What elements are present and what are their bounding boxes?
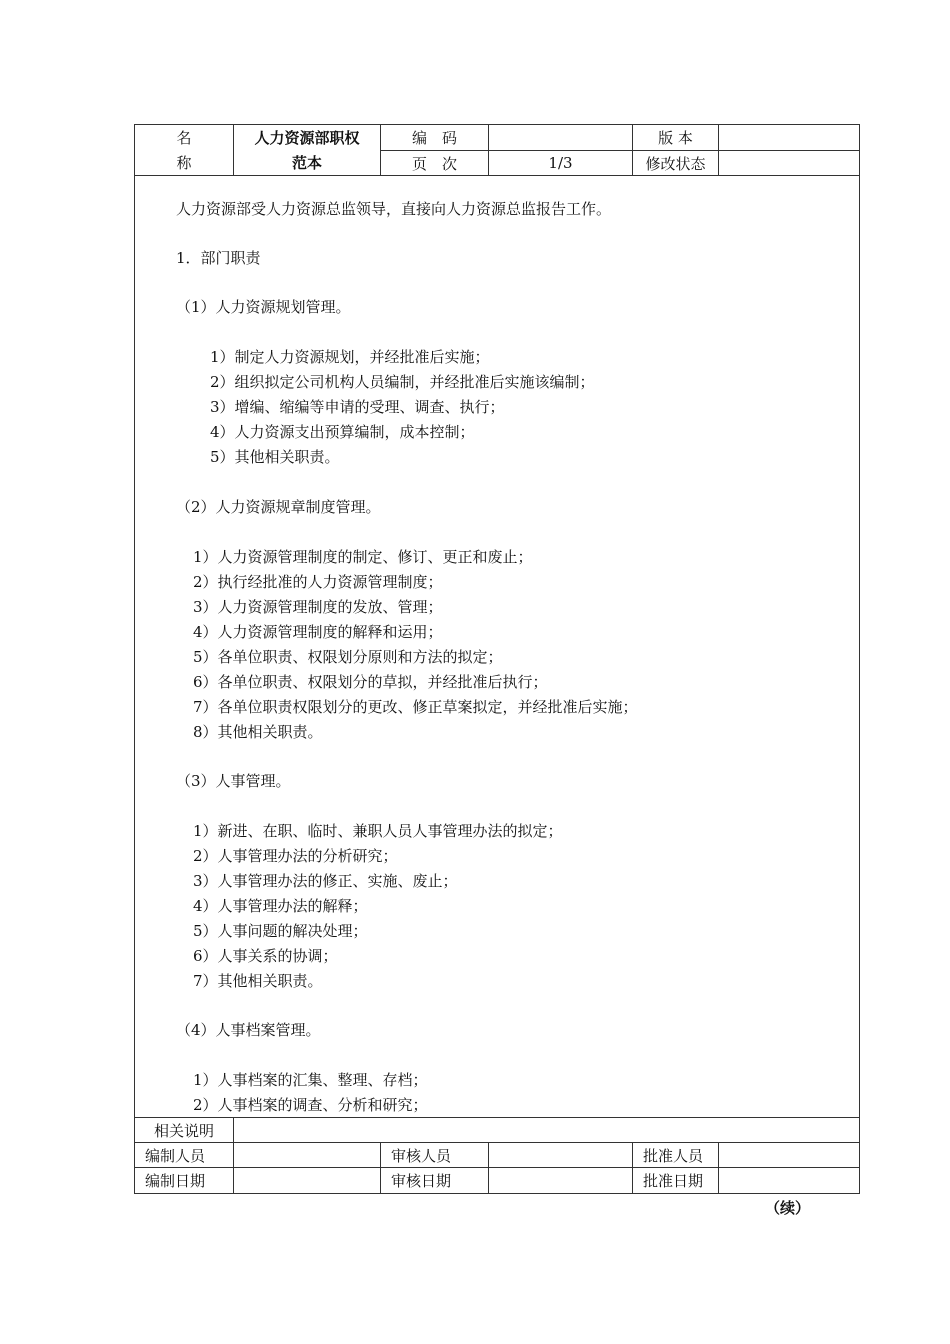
revision-value [718,150,860,176]
list-item: 1）制定人力资源规划，并经批准后实施； [210,348,490,366]
list-item: 5）人事问题的解决处理； [193,922,368,940]
list-item: 4）人力资源支出预算编制，成本控制； [210,423,475,441]
notes-label: 相关说明 [134,1117,234,1143]
list-item: 3）人力资源管理制度的发放、管理； [193,598,443,616]
list-item: 2）组织拟定公司机构人员编制，并经批准后实施该编制； [210,373,595,391]
list-item: 7）各单位职责权限划分的更改、修正草案拟定，并经批准后实施； [193,698,638,716]
notes-value [233,1117,860,1143]
subsection-2-title: （2）人力资源规章制度管理。 [176,498,381,516]
list-item: 2）人事档案的调查、分析和研究； [193,1096,428,1114]
version-value [718,124,860,151]
prepared-by-value [233,1142,381,1168]
revision-label: 修改状态 [632,150,719,176]
subsection-3-title: （3）人事管理。 [176,772,291,790]
reviewed-by-label: 审核人员 [380,1142,489,1168]
approved-date-value [718,1167,860,1194]
section-title: 1．部门职责 [176,249,261,267]
code-value [488,124,633,151]
list-item: 7）其他相关职责。 [193,972,323,990]
page-number: 1/3 [488,150,633,176]
continued-marker: （续） [765,1199,811,1217]
document-title-cell [233,124,381,176]
list-item: 5）其他相关职责。 [210,448,340,466]
list-item: 2）人事管理办法的分析研究； [193,847,398,865]
reviewed-date-value [488,1167,633,1194]
prepared-date-label: 编制日期 [134,1167,234,1194]
document-title-line-1: 人力资源部职权 [254,129,360,147]
list-item: 6）人事关系的协调； [193,947,338,965]
name-label-cell [134,124,234,176]
list-item: 2）执行经批准的人力资源管理制度； [193,573,443,591]
list-item: 3）增编、缩编等申请的受理、调查、执行； [210,398,505,416]
list-item: 3）人事管理办法的修正、实施、废止； [193,872,458,890]
prepared-by-label: 编制人员 [134,1142,234,1168]
list-item: 4）人力资源管理制度的解释和运用； [193,623,443,641]
document-title-line-2: 范本 [291,154,322,172]
list-item: 1）人力资源管理制度的制定、修订、更正和废止； [193,548,533,566]
prepared-date-value [233,1167,381,1194]
intro-text: 人力资源部受人力资源总监领导，直接向人力资源总监报告工作。 [176,200,612,218]
list-item: 1）新进、在职、临时、兼职人员人事管理办法的拟定； [193,822,563,840]
approved-date-label: 批准日期 [632,1167,719,1194]
list-item: 4）人事管理办法的解释； [193,897,368,915]
list-item: 6）各单位职责、权限划分的草拟，并经批准后执行； [193,673,548,691]
reviewed-date-label: 审核日期 [380,1167,489,1194]
code-label: 编 码 [380,124,489,151]
name-label-2: 称 [176,154,192,172]
list-item: 8）其他相关职责。 [193,723,323,741]
list-item: 5）各单位职责、权限划分原则和方法的拟定； [193,648,503,666]
subsection-1-title: （1）人力资源规划管理。 [176,298,351,316]
version-label: 版 本 [632,124,719,151]
list-item: 1）人事档案的汇集、整理、存档； [193,1071,428,1089]
approved-by-label: 批准人员 [632,1142,719,1168]
page-label: 页 次 [380,150,489,176]
reviewed-by-value [488,1142,633,1168]
approved-by-value [718,1142,860,1168]
subsection-4-title: （4）人事档案管理。 [176,1021,321,1039]
name-label-1: 名 [176,129,192,147]
